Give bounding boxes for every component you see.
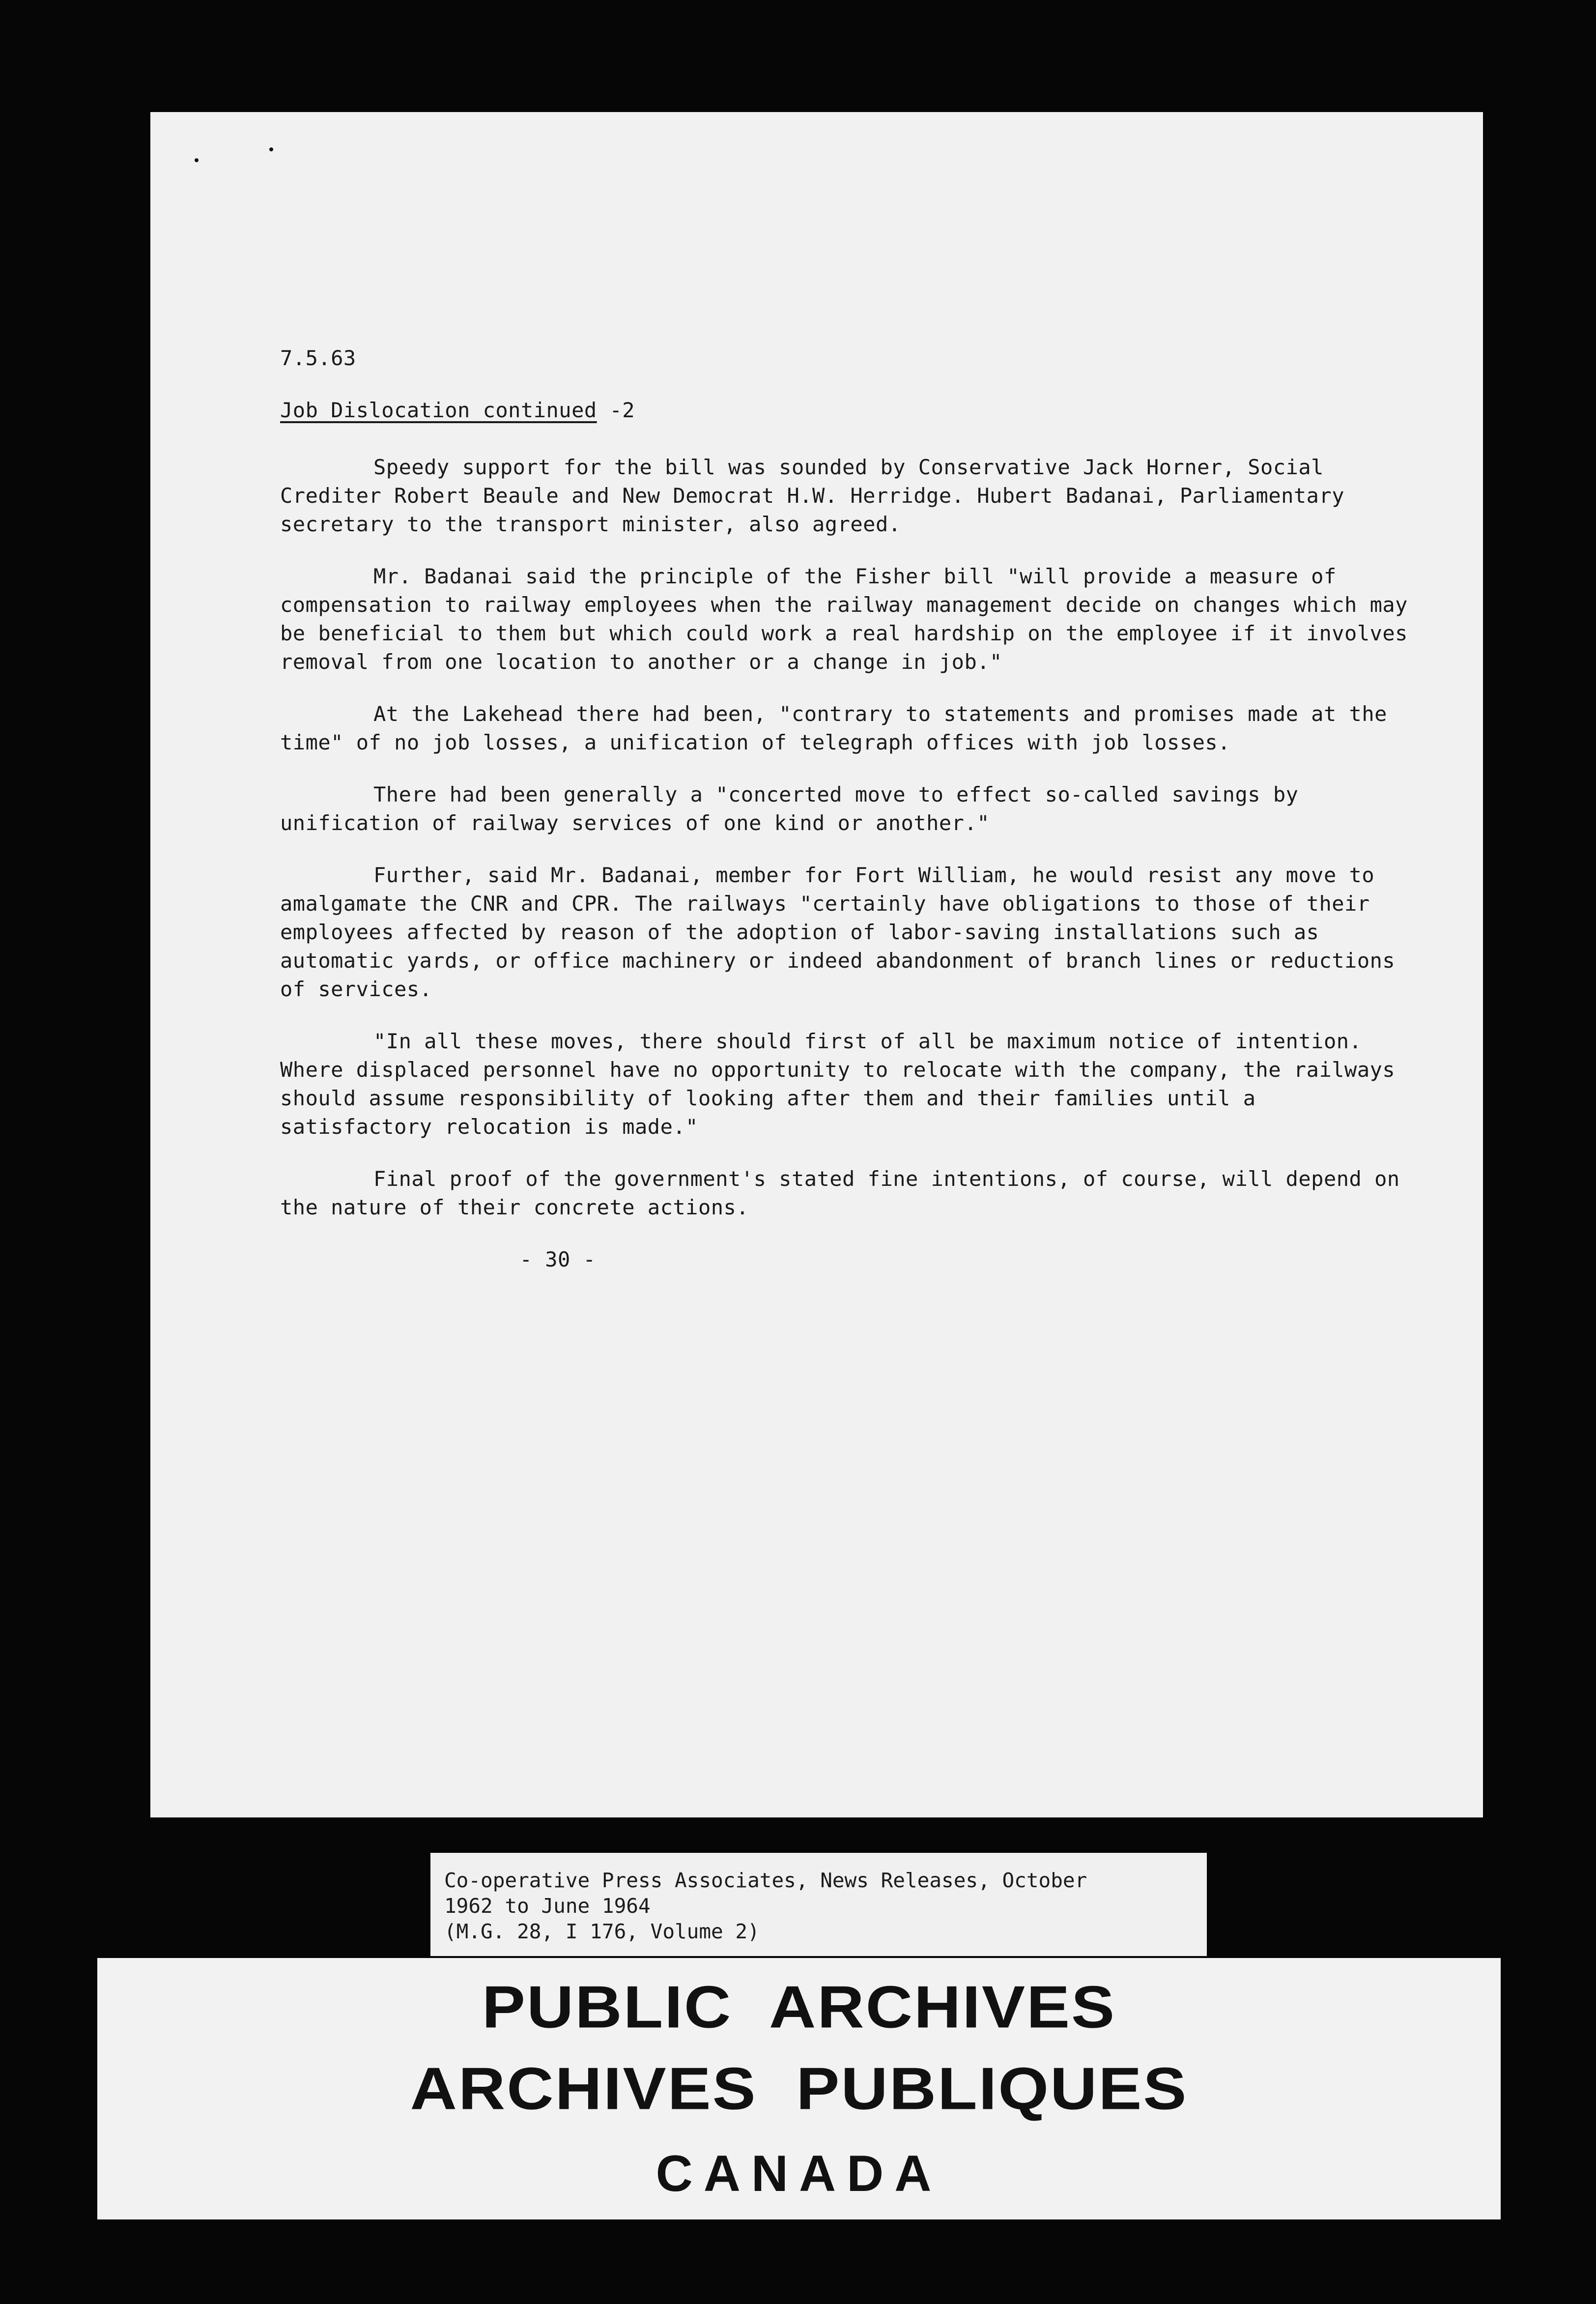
- archives-banner: [97, 1958, 1501, 2219]
- source-label-line: (M.G. 28, I 176, Volume 2): [444, 1920, 760, 1943]
- paper-speck: [269, 147, 273, 151]
- source-label: [430, 1853, 1207, 1956]
- document-heading: [280, 396, 1420, 425]
- paragraph: There had been generally a "concerted move to effect so-called savings by unification of railway services of one kind or another.": [280, 782, 1299, 835]
- paragraph: Speedy support for the bill was sounded by Conservative Jack Horner, Social Crediter Robert Beaule and New Democrat H.W. Herridge. Hubert Badanai, Parliamentary secretary to the transport minister, also agreed.: [280, 455, 1345, 536]
- heading-title: Job Dislocation continued: [280, 398, 597, 422]
- paragraph: Mr. Badanai said the principle of the Fisher bill "will provide a measure of compensation to railway employees when the railway management decide on changes which may be beneficial to them but which could work a real hardship on the employee if it involves removal from one location to another or a change in job.": [280, 564, 1408, 674]
- paper-speck: [195, 158, 199, 162]
- banner-title-french: ARCHIVES PUBLIQUES: [410, 2055, 1188, 2122]
- source-label-line: 1962 to June 1964: [444, 1894, 651, 1918]
- paragraph: At the Lakehead there had been, "contrary to statements and promises made at the time" of no job losses, a unification of telegraph offices with job losses.: [280, 702, 1387, 754]
- paragraph: Final proof of the government's stated fine intentions, of course, will depend on the nature of their concrete actions.: [280, 1167, 1400, 1219]
- document-date: 7.5.63: [280, 346, 356, 370]
- source-label-line: Co-operative Press Associates, News Releases, October: [444, 1869, 1087, 1892]
- paragraph: "In all these moves, there should first of all be maximum notice of intention. Where displaced personnel have no opportunity to relocate with the company, the railways should assume responsibility of looking after them and their families until a satisfactory relocation is made.": [280, 1029, 1396, 1139]
- banner-title-english: PUBLIC ARCHIVES: [482, 1973, 1116, 2041]
- page-number: - 30 -: [519, 1247, 596, 1271]
- paragraph: Further, said Mr. Badanai, member for Fort William, he would resist any move to amalgamate the CNR and CPR. The railways "certainly have obligations to those of their employees affected by reason of the adoption of labor-saving installations such as automatic yards, or office machinery or indeed abandonment of branch lines or reductions of services.: [280, 863, 1396, 1001]
- heading-suffix: -2: [597, 398, 635, 422]
- document-body: [280, 344, 1420, 1274]
- banner-country: CANADA: [656, 2145, 942, 2202]
